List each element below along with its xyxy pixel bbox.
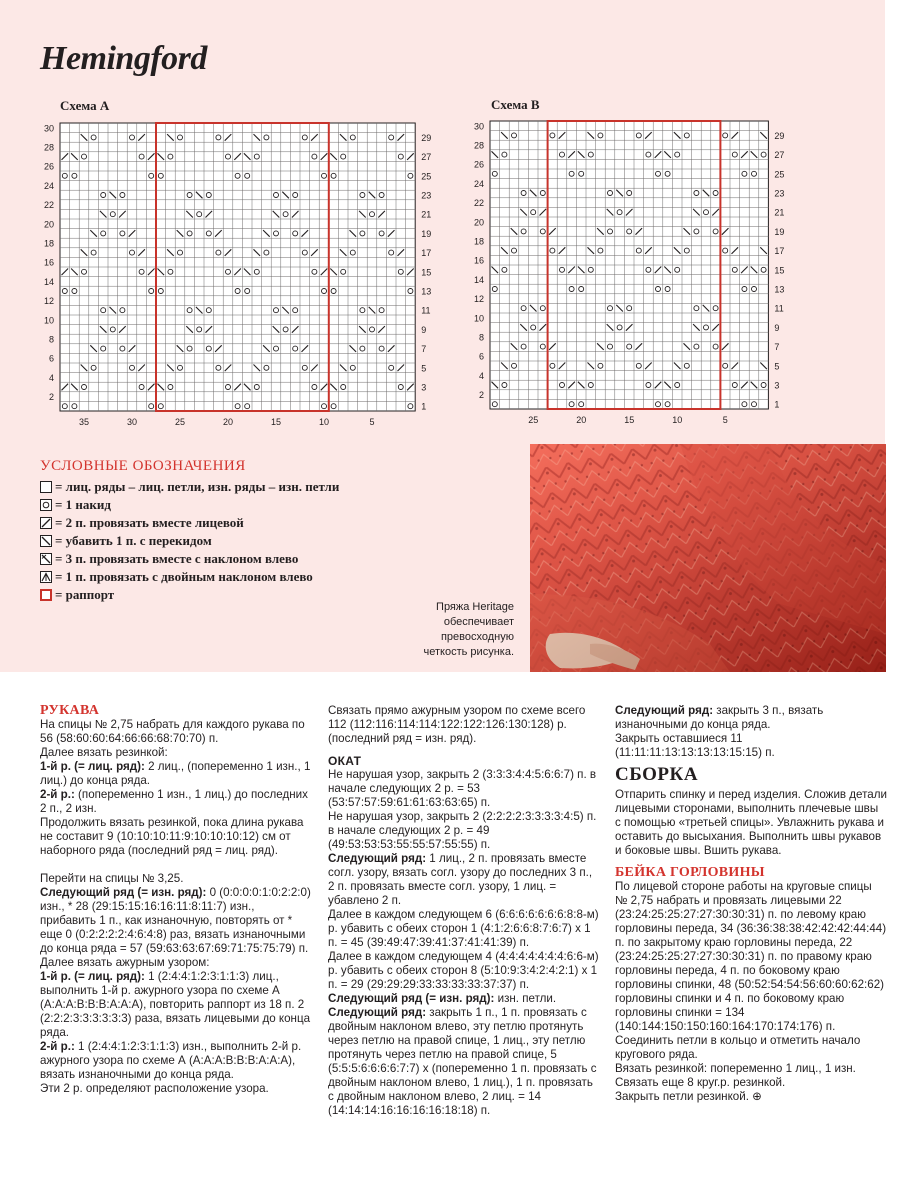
paragraph: Связать прямо ажурным узором по схеме всего 112 (112:116:114:114:122:122:126:130:128) р. (последний ряд = изн. ряд). <box>328 704 586 745</box>
row-text: закрыть 1 п., 1 п. провязать с двойным наклоном влево, эту петлю протянуть через петлю на правой спице, 1 лиц., эту петлю протянуть через петлю на правой спице, 5 (5:5:5:6:6:6:6:7:7) х (попеременно 1 п. провязать с двойным наклоном влево, 1 лиц.), 1 п. провязать с двойным наклоном влево, 2 лиц. = 14 (14:14:14:16:16:16:16:18:18) п. <box>328 1006 597 1117</box>
row-number-label: 4 <box>478 370 484 381</box>
paragraph <box>328 1006 600 1118</box>
row-number-label: 24 <box>43 180 54 191</box>
row-number-label: 11 <box>421 305 431 316</box>
row-text: 0 (0:0:0:0:1:0:2:2:0) изн., * 28 (29:15:15:16:16:11:8:11:7) изн., прибавить 1 п., как изнаночную, повторять от * еще 0 (0:2:2:2:2:4:6:4:8) раз, вязать изнаночными до конца ряда = 57 (59:63:63:67:69:71:75:75:79) п. <box>40 886 311 955</box>
row-label: Следующий ряд: <box>328 1006 427 1019</box>
column-number-label: 15 <box>624 415 635 425</box>
row-number-label: 3 <box>421 382 427 393</box>
sweater-photo-illustration <box>530 444 886 672</box>
row-number-label: 26 <box>43 161 54 172</box>
text-column-3 <box>615 704 887 1104</box>
legend-item-label: = лиц. ряды – лиц. петли, изн. ряды – изн. петли <box>55 479 340 494</box>
paragraph: Эти 2 р. определяют расположение узора. <box>40 1082 269 1095</box>
row-number-label: 24 <box>473 178 484 189</box>
ssk-icon <box>40 535 52 547</box>
row-number-label: 30 <box>43 123 54 134</box>
row-text: изн. петли. <box>494 992 557 1005</box>
paragraph: Вязать резинкой: попеременно 1 лиц., 1 изн. Связать еще 8 круг.р. резинкой. <box>615 1062 856 1089</box>
scheme-a-label: Схема А <box>60 98 110 113</box>
row-number-label: 23 <box>421 190 432 201</box>
legend-title: УСЛОВНЫЕ ОБОЗНАЧЕНИЯ <box>40 458 246 474</box>
paragraph: Не нарушая узор, закрыть 2 (3:3:3:4:4:5:6:6:7) п. в начале следующих 2 р. = 53 (53:57:57:59:61:61:63:63:65) п. <box>328 768 597 809</box>
paragraph <box>328 992 600 1006</box>
text-column-1 <box>40 704 312 1096</box>
section-heading-sleeves: РУКАВА <box>40 703 100 718</box>
row-label: Следующий ряд: <box>328 852 427 865</box>
row-number-label: 6 <box>48 353 54 364</box>
double-decrease-icon <box>40 571 52 583</box>
row-number-label: 10 <box>43 315 54 326</box>
row-number-label: 8 <box>48 334 54 345</box>
row-number-label: 21 <box>774 207 785 218</box>
section-heading-cap: ОКАТ <box>328 754 362 768</box>
row-number-label: 12 <box>43 296 54 307</box>
row-label: 1-й р. (= лиц. ряд): <box>40 970 145 983</box>
column-number-label: 5 <box>722 415 728 425</box>
legend-item-label: = 2 п. провязать вместе лицевой <box>55 515 244 530</box>
row-number-label: 11 <box>774 303 784 314</box>
k2tog-icon <box>40 517 52 529</box>
page-margin-strip <box>885 0 914 672</box>
sweater-photo <box>530 444 886 672</box>
paragraph: Далее в каждом следующем 4 (4:4:4:4:4:4:4:6:6-м) р. убавить с обеих сторон 8 (5:10:9:3:4:2:4:2:1) х 1 п. = 29 (29:29:29:33:33:33:33:37:37) п. <box>328 950 599 991</box>
column-number-label: 35 <box>78 417 90 427</box>
row-number-label: 17 <box>421 248 432 259</box>
row-label: Следующий ряд (= изн. ряд): <box>328 992 495 1005</box>
row-number-label: 3 <box>774 380 780 391</box>
legend-item-double-dec <box>40 568 339 586</box>
row-number-label: 5 <box>774 361 780 372</box>
row-number-label: 29 <box>774 130 785 141</box>
row-number-label: 30 <box>473 121 484 132</box>
legend <box>40 478 339 604</box>
paragraph: На спицы № 2,75 набрать для каждого рукава по 56 (58:60:60:64:66:66:68:70:70) п. <box>40 718 305 745</box>
caption-line: превосходную <box>440 631 514 643</box>
legend-item-label: = раппорт <box>55 587 115 602</box>
column-number-label: 30 <box>126 417 138 427</box>
row-number-label: 2 <box>478 390 484 401</box>
row-number-label: 7 <box>774 342 780 353</box>
row-number-label: 25 <box>421 171 432 182</box>
legend-item-k3tog <box>40 550 339 568</box>
row-number-label: 7 <box>421 344 427 355</box>
row-number-label: 19 <box>774 226 785 237</box>
column-number-label: 25 <box>174 417 186 427</box>
column-number-label: 15 <box>270 417 282 427</box>
scheme-b-label: Схема В <box>491 97 540 112</box>
row-number-label: 15 <box>774 265 785 276</box>
row-number-label: 13 <box>421 286 432 297</box>
row-number-label: 28 <box>473 140 484 151</box>
row-number-label: 28 <box>43 142 54 153</box>
paragraph <box>615 704 887 732</box>
column-number-label: 20 <box>576 415 587 425</box>
paragraph: Перейти на спицы № 3,25. <box>40 872 184 885</box>
section-heading-neckband: БЕЙКА ГОРЛОВИНЫ <box>615 865 765 880</box>
repeat-box-icon <box>40 589 52 601</box>
row-number-label: 10 <box>473 313 484 324</box>
column-number-label: 20 <box>222 417 234 427</box>
page-title: Hemingford <box>40 40 207 77</box>
caption-line: четкость рисунка. <box>423 646 514 658</box>
row-number-label: 1 <box>421 401 427 412</box>
paragraph <box>40 1040 312 1082</box>
paragraph: Далее вязать ажурным узором: <box>40 956 210 969</box>
row-number-label: 22 <box>43 200 54 211</box>
knit-stitch-icon <box>40 481 52 493</box>
row-number-label: 20 <box>43 219 54 230</box>
paragraph <box>40 760 312 788</box>
row-number-label: 12 <box>473 294 484 305</box>
legend-item-yarn-over <box>40 496 339 514</box>
paragraph <box>40 970 312 1040</box>
legend-item-label: = убавить 1 п. с перекидом <box>55 533 212 548</box>
row-label: Следующий ряд (= изн. ряд): <box>40 886 207 899</box>
legend-item-label: = 1 п. провязать с двойным наклоном влево <box>55 569 313 584</box>
photo-caption <box>354 600 514 660</box>
row-text: 1 (2:4:4:1:2:3:1:1:3) изн., выполнить 2-й р. ажурного узора по схеме А (А:А:А:В:В:В:А:А:А), вязать изнаночными до конца ряда. <box>40 1040 302 1081</box>
paragraph-text: Закрыть петли резинкой. <box>615 1090 749 1103</box>
row-number-label: 14 <box>473 274 484 285</box>
row-number-label: 27 <box>774 150 785 161</box>
row-number-label: 4 <box>48 372 54 383</box>
row-number-label: 22 <box>473 198 484 209</box>
row-label: 2-й р.: <box>40 788 75 801</box>
spacer <box>328 746 600 754</box>
paragraph <box>40 788 312 816</box>
row-number-label: 27 <box>421 152 432 163</box>
row-number-label: 25 <box>774 169 785 180</box>
paragraph: Продолжить вязать резинкой, пока длина рукава не составит 9 (10:10:10:11:9:10:10:10:12) см от наборного ряда (последний ряд = лиц. ряд). <box>40 816 304 857</box>
row-number-label: 15 <box>421 267 432 278</box>
row-number-label: 21 <box>421 209 432 220</box>
column-number-label: 10 <box>318 417 330 427</box>
text-column-2 <box>328 704 600 1118</box>
chart-scheme-b <box>466 114 796 432</box>
legend-item-repeat <box>40 586 339 604</box>
column-number-label: 10 <box>672 415 683 425</box>
row-number-label: 29 <box>421 132 432 143</box>
row-label: 2-й р.: <box>40 1040 75 1053</box>
row-number-label: 19 <box>421 228 432 239</box>
paragraph: По лицевой стороне работы на круговые спицы № 2,75 набрать и провязать лицевыми 22 (23:24:25:25:27:27:30:30:31) п. по левому краю горловины переда, 34 (36:36:38:38:42:42:42:44:44) п. по закрытому краю горловины переда, 22 (23:24:25:25:27:27:30:30:31) п. по правому краю горловины переда, 4 п. по боковому краю горловины спинки, 48 (50:52:54:54:56:60:60:62:62) горловины спинки и 4 п. по боковому краю горловины спинки = 134 (140:144:150:150:160:164:170:174:176) п. Соединить петли в кольцо и отметить начало кругового ряда. <box>615 880 887 1061</box>
row-text: (попеременно 1 изн., 1 лиц.) до последних 2 п., 2 изн. <box>40 788 308 815</box>
legend-item-label: = 3 п. провязать вместе с наклоном влево <box>55 551 299 566</box>
row-number-label: 8 <box>478 332 484 343</box>
paragraph: Не нарушая узор, закрыть 2 (2:2:2:2:3:3:3:3:4:5) п. в начале следующих 2 р. = 49 (49:53:53:53:55:55:57:55:55) п. <box>328 810 597 851</box>
row-number-label: 26 <box>473 159 484 170</box>
column-number-label: 25 <box>528 415 539 425</box>
row-number-label: 16 <box>43 257 54 268</box>
legend-item-ssk <box>40 532 339 550</box>
paragraph <box>328 852 600 908</box>
yarn-over-icon <box>40 499 52 511</box>
row-text: закрыть 3 п., вязать изнаночными до конца ряда. <box>615 704 824 731</box>
paragraph: Отпарить спинку и перед изделия. Сложив детали лицевыми сторонами, выполнить плечевые швы с помощью «третьей спицы». Увлажнить рукава и оставить до высыхания. Выполнить швы рукавов и боковые швы. Вшить рукава. <box>615 788 887 857</box>
column-number-label: 5 <box>369 417 375 427</box>
legend-item-empty <box>40 478 339 496</box>
row-text: 1 лиц., 2 п. провязать вместе согл. узору, вязать согл. узору до последних 3 п., 2 п. провязать вместе согл. узору, 1 лиц. = убавлено 2 п. <box>328 852 593 907</box>
row-number-label: 9 <box>421 324 427 335</box>
chart-scheme-a <box>38 116 460 434</box>
paragraph: Далее вязать резинкой: <box>40 746 168 759</box>
caption-line: Пряжа Heritage <box>436 601 514 613</box>
end-mark-icon: ⊕ <box>752 1090 762 1103</box>
row-text: 1 (2:4:4:1:2:3:1:1:3) лиц., выполнить 1-й р. ажурного узора по схеме А (А:А:А:В:В:В:А:А:А), повторить раппорт из 18 п. 2 (2:2:2:3:3:3:3:3:3) раза, вязать лицевыми до конца ряда. <box>40 970 311 1039</box>
row-number-label: 16 <box>473 255 484 266</box>
row-number-label: 13 <box>774 284 785 295</box>
paragraph <box>615 1090 887 1104</box>
legend-item-label: = 1 накид <box>55 497 111 512</box>
paragraph: Закрыть оставшиеся 11 (11:11:11:13:13:13:13:15:15) п. <box>615 732 775 759</box>
row-text: 2 лиц., (попеременно 1 изн., 1 лиц.) до конца ряда. <box>40 760 311 787</box>
paragraph: Далее в каждом следующем 6 (6:6:6:6:6:6:6:8:8-м) р. убавить с обеих сторон 1 (4:1:2:6:6:8:7:6:7) х 1 п. = 45 (39:49:47:39:41:37:41:41:39) п. <box>328 908 599 949</box>
legend-item-k2tog <box>40 514 339 532</box>
row-label: 1-й р. (= лиц. ряд): <box>40 760 145 773</box>
row-number-label: 1 <box>774 399 780 410</box>
row-number-label: 9 <box>774 322 780 333</box>
paragraph <box>40 886 312 956</box>
row-number-label: 23 <box>774 188 785 199</box>
row-number-label: 17 <box>774 246 785 257</box>
row-number-label: 14 <box>43 276 54 287</box>
row-number-label: 18 <box>43 238 54 249</box>
row-number-label: 18 <box>473 236 484 247</box>
spacer <box>40 858 312 872</box>
caption-line: обеспечивает <box>443 616 514 628</box>
row-label: Следующий ряд: <box>615 704 714 717</box>
row-number-label: 20 <box>473 217 484 228</box>
row-number-label: 2 <box>48 392 54 403</box>
row-number-label: 6 <box>478 351 484 362</box>
k3tog-left-icon <box>40 553 52 565</box>
section-heading-assembly: СБОРКА <box>615 764 699 785</box>
row-number-label: 5 <box>421 363 427 374</box>
